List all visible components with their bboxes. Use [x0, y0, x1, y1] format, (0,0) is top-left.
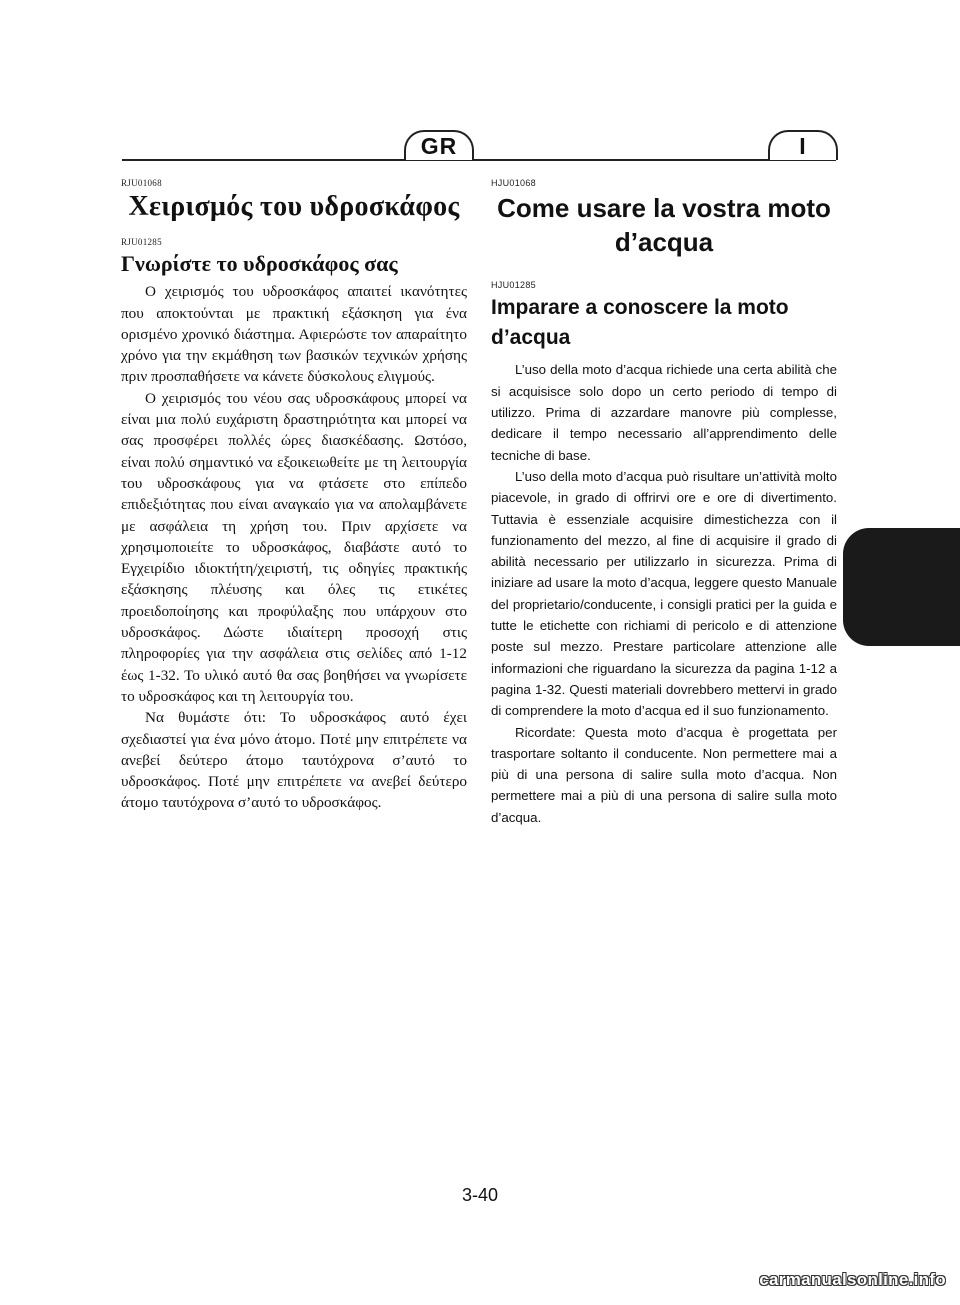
section-code: RJU01068 — [121, 178, 162, 188]
subsection-title: Imparare a conoscere la moto d’acqua — [491, 295, 789, 350]
subsection-title: Γνωρίστε το υδροσκάφος σας — [121, 250, 398, 276]
subsection-code: HJU01285 — [491, 279, 536, 290]
page-number: 3-40 — [461, 1185, 499, 1205]
header-rule — [122, 159, 836, 161]
paragraph: Ο χειρισμός του νέου σας υδροσκάφους μπορεί να είναι μια πολύ ευχάριστη δραστηριότητα και μπορεί να σας προσφέρει πολλές ώρες διασκέδασης. Ωστόσο, είναι πολύ σημαντικό να εξοικειωθείτε με τη λειτουργία του υδροσκάφους για να φτάσετε στο επίπεδο επιδεξιότητας που είναι αναγκαίο για να απολαμβάνετε με ασφάλεια τη χρήση του. Πριν αρχίσετε να χρησιμοποιείτε το υδροσκάφος, διαβάστε αυτό το Εγχειρίδιο ιδιοκτήτη/χειριστή, τις οδηγίες πρακτικής εξάσκησης πλέυσης και όλες τις ετικέτες προειδοποίησης και προφύλαξης που υπάρχουν στο υδροσκάφος. Δώστε ιδιαίτερη προσοχή στις πληροφορίες για την ασφάλεια στις σελίδες από 1-12 έως 1-32. Το υλικό αυτό θα σας βοηθήσει να γνωρίσετε το υδροσκάφος και τη λειτουργία του. — [121, 389, 467, 705]
language-badge-italian: I — [768, 130, 838, 160]
paragraph: L’uso della moto d’acqua può risultare un’attività molto piacevole, in grado di offrirvi ore e ore di divertimento. Tuttavia è essenziale acquisire dimestichezza con il funzionamento del mezzo, al fine di acquisire il grado di abilità necessario per utilizzarlo in sicurezza. Prima di iniziare ad usare la moto d’acqua, leggere questo Manuale del proprietario/conducente, i consigli pratici per la guida e tutte le etichette con richiami di pericolo e di attenzione poste sul mezzo. Prestare particolare attenzione alle informazioni che riguardano la sicurezza da pagina 1-12 a pagina 1-32. Questi materiali dovrebbero mettervi in grado di comprendere la moto d’acqua ed il suo funzionamento. — [491, 468, 837, 719]
italian-column — [491, 178, 837, 828]
language-badge-greek: GR — [404, 130, 474, 160]
greek-column — [121, 178, 467, 814]
watermark: carmanualsonline.info — [759, 1270, 946, 1289]
chapter-tab — [843, 528, 960, 646]
section-title: Come usare la vostra moto d’acqua — [497, 193, 831, 257]
subsection-code: RJU01285 — [121, 236, 162, 247]
section-title: Χειρισμός του υδροσκάφος — [128, 191, 460, 222]
paragraph: L’uso della moto d’acqua richiede una certa abilità che si acquisisce solo dopo un certo periodo di tempo di utilizzo. Prima di azzardare manovre più complesse, dedicare il tempo necessario all’apprendimento delle tecniche di base. — [491, 362, 837, 463]
paragraph: Ricordate: Questa moto d’acqua è progettata per trasportare soltanto il conducente. Non permettere mai a più di una persona di salire sulla moto d’acqua. Non permettere mai a più di una persona di salire sulla moto d’acqua. — [491, 724, 837, 825]
section-code: HJU01068 — [491, 178, 536, 188]
paragraph: Να θυμάστε ότι: Το υδροσκάφος αυτό έχει σχεδιαστεί για ένα μόνο άτομο. Ποτέ μην επιτρέπετε να ανεβεί δεύτερο άτομο ταυτόχρονα σ’αυτό το υδροσκάφος. Ποτέ μην επιτρέπετε να ανεβεί δεύτερο άτομο ταυτόχρονα σ’αυτό το υδροσκάφος. — [121, 709, 467, 812]
paragraph: Ο χειρισμός του υδροσκάφος απαιτεί ικανότητες που αποκτούνται με πρακτική εξάσκηση για ένα ορισμένο χρονικό διάστημα. Αφιερώστε τον απαραίτητο χρόνο για την εκμάθηση των βασικών τεχνικών χρήσης πριν προσπαθήσετε να κάνετε δύσκολους ελιγμούς. — [121, 283, 467, 386]
